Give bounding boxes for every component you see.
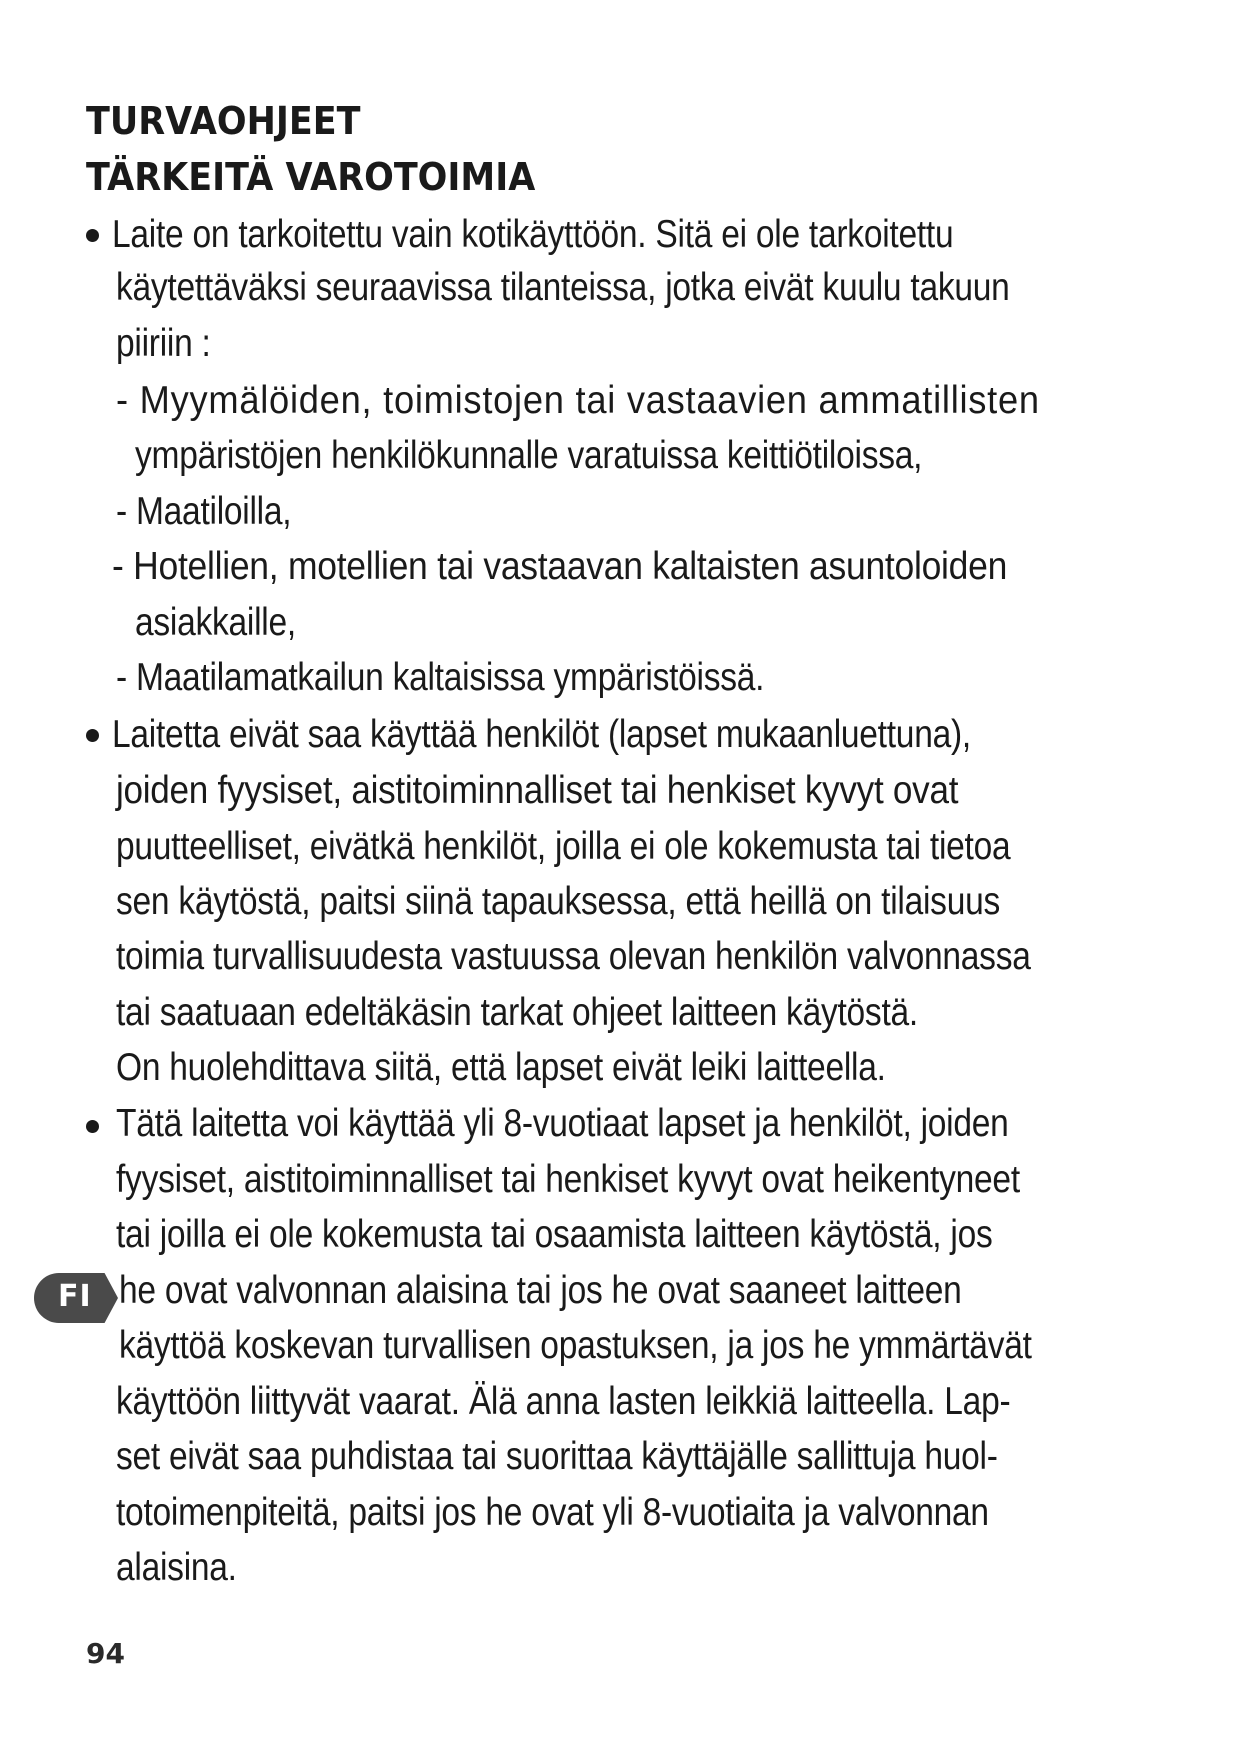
bullet-3-line-3: tai joilla ei ole kokemusta tai osaamista laitteen käytöstä, jos <box>116 1213 993 1256</box>
section-subtitle: TÄRKEITÄ VAROTOIMIA <box>86 155 536 199</box>
subitem-4: - Maatilamatkailun kaltaisissa ympäristöissä. <box>116 656 765 699</box>
bullet-1-dot <box>86 229 99 242</box>
bullet-3-dot <box>86 1120 99 1133</box>
subitem-1-line-1: - Myymälöiden, toimistojen tai vastaavien ammatillisten <box>116 379 1040 422</box>
bullet-2-line-5: toimia turvallisuudesta vastuussa olevan henkilön valvonnassa <box>116 935 1031 978</box>
bullet-2-dot <box>86 729 99 742</box>
bullet-3-line-9: alaisina. <box>116 1546 237 1589</box>
bullet-3-line-5: käyttöä koskevan turvallisen opastuksen, ja jos he ymmärtävät <box>119 1324 1032 1367</box>
bullet-2-line-1: Laitetta eivät saa käyttää henkilöt (lapset mukaanluettuna), <box>112 713 971 756</box>
bullet-3-line-8: totoimenpiteitä, paitsi jos he ovat yli 8-vuotiaita ja valvonnan <box>116 1491 989 1534</box>
bullet-1-line-2: käytettäväksi seuraavissa tilanteissa, jotka eivät kuulu takuun <box>116 266 1010 309</box>
bullet-3-line-6: käyttöön liittyvät vaarat. Älä anna lasten leikkiä laitteella. Lap- <box>116 1380 1011 1423</box>
subitem-3-line-1: - Hotellien, motellien tai vastaavan kaltaisten asuntoloiden <box>112 545 1008 588</box>
subitem-3-line-2: asiakkaille, <box>135 601 296 644</box>
subitem-2: - Maatiloilla, <box>116 490 292 533</box>
bullet-2-line-2: joiden fyysiset, aistitoiminnalliset tai henkiset kyvyt ovat <box>116 769 959 812</box>
subitem-1-line-2: ympäristöjen henkilökunnalle varatuissa keittiötiloissa, <box>135 434 923 477</box>
bullet-2-line-4: sen käytöstä, paitsi siinä tapauksessa, että heillä on tilaisuus <box>116 880 1000 923</box>
bullet-2-line-3: puutteelliset, eivätkä henkilöt, joilla ei ole kokemusta tai tietoa <box>116 825 1011 868</box>
bullet-2-line-6: tai saatuaan edeltäkäsin tarkat ohjeet laitteen käytöstä. <box>116 991 918 1034</box>
bullet-2-line-7: On huolehdittava siitä, että lapset eivät leiki laitteella. <box>116 1046 886 1089</box>
bullet-3-line-4: he ovat valvonnan alaisina tai jos he ovat saaneet laitteen <box>119 1269 962 1312</box>
bullet-1-line-1: Laite on tarkoitettu vain kotikäyttöön. Sitä ei ole tarkoitettu <box>112 213 954 256</box>
bullet-3-line-7: set eivät saa puhdistaa tai suorittaa käyttäjälle sallittuja huol- <box>116 1435 998 1478</box>
bullet-1-line-3: piiriin : <box>116 322 211 365</box>
language-tab-label: FI <box>58 1279 92 1314</box>
bullet-3-line-1: Tätä laitetta voi käyttää yli 8-vuotiaat lapset ja henkilöt, joiden <box>116 1102 1009 1145</box>
page-number: 94 <box>86 1637 125 1670</box>
bullet-3-line-2: fyysiset, aistitoiminnalliset tai henkiset kyvyt ovat heikentyneet <box>116 1158 1020 1201</box>
page-title: TURVAOHJEET <box>86 99 361 143</box>
